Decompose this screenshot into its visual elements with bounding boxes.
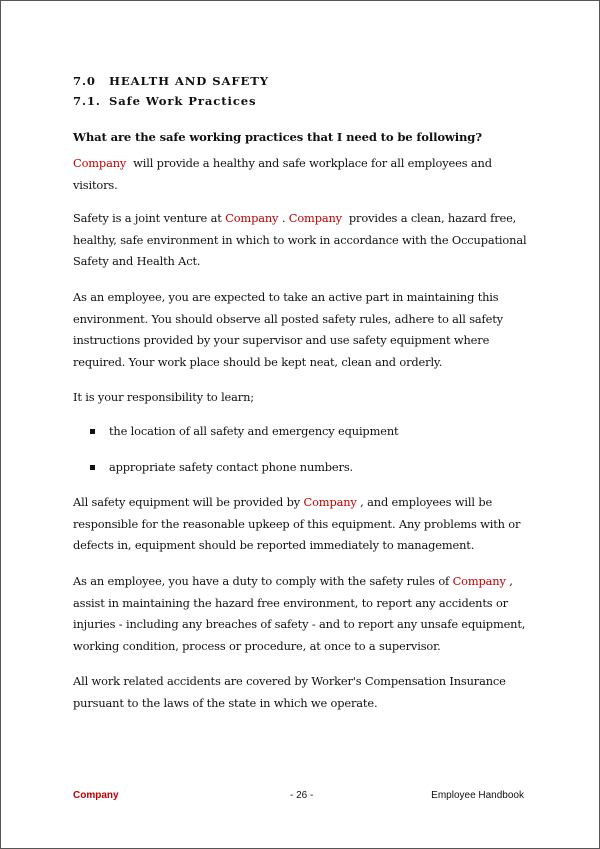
paragraph-4: It is your responsibility to learn; <box>73 390 254 405</box>
paragraph-1 <box>73 153 533 196</box>
paragraph-text: , assist in maintaining the hazard free environment, to report any accidents or injuries - including any breaches of safety - and to report any unsafe equipment, working condition, process or procedure, at once to a supervisor. <box>73 573 526 653</box>
paragraph-3: As an employee, you are expected to take an active part in maintaining this environment. You should observe all posted safety rules, adhere to all safety instructions provided by your supervisor and use safety equipment where required. Your work place should be kept neat, clean and orderly. <box>73 289 503 369</box>
paragraph-2 <box>73 208 533 273</box>
footer-document-title: Employee Handbook <box>431 790 524 801</box>
subsection-number: 7.1. <box>73 94 101 108</box>
bullet-list <box>73 421 533 478</box>
paragraph-text: All safety equipment will be provided by <box>73 495 304 510</box>
page-content <box>73 71 533 714</box>
section-title: HEALTH AND SAFETY <box>109 74 269 88</box>
subsection-heading <box>73 91 533 111</box>
company-name: Company <box>225 211 279 226</box>
paragraph-5 <box>73 492 533 557</box>
list-item <box>73 421 533 443</box>
list-item-text: appropriate safety contact phone numbers. <box>109 459 353 474</box>
question-heading: What are the safe working practices that I need to be following? <box>73 130 482 144</box>
company-name: Company <box>303 495 357 510</box>
bullet-square-icon <box>90 429 95 434</box>
paragraph-text: , and employees will be responsible for the reasonable upkeep of this equipment. Any problems with or defects in, equipment should be reported immediately to management. <box>73 495 521 553</box>
paragraph-text: As an employee, you have a duty to comply with the safety rules of <box>73 573 453 588</box>
paragraph-text: Safety is a joint venture at <box>73 211 226 226</box>
footer-company: Company <box>73 790 119 801</box>
company-name: Company <box>288 211 342 226</box>
footer-page-number: - 26 - <box>290 790 314 801</box>
section-heading <box>73 71 533 91</box>
paragraph-text: . <box>278 211 289 226</box>
paragraph-6 <box>73 571 533 657</box>
paragraph-7: All work related accidents are covered by Worker's Compensation Insurance pursuant to the laws of the state in which we operate. <box>73 674 506 710</box>
company-name: Company <box>452 573 506 588</box>
section-number: 7.0 <box>73 74 96 88</box>
subsection-title: Safe Work Practices <box>109 94 257 108</box>
paragraph-text: will provide a healthy and safe workplace for all employees and visitors. <box>73 156 496 192</box>
paragraph-text: provides a clean, hazard free, healthy, safe environment in which to work in accordance with the Occupational Safety and Health Act. <box>73 211 530 269</box>
list-item <box>73 457 533 479</box>
page-footer <box>73 790 524 806</box>
company-name: Company <box>73 156 127 170</box>
bullet-square-icon <box>90 465 95 470</box>
list-item-text: the location of all safety and emergency equipment <box>109 423 399 438</box>
